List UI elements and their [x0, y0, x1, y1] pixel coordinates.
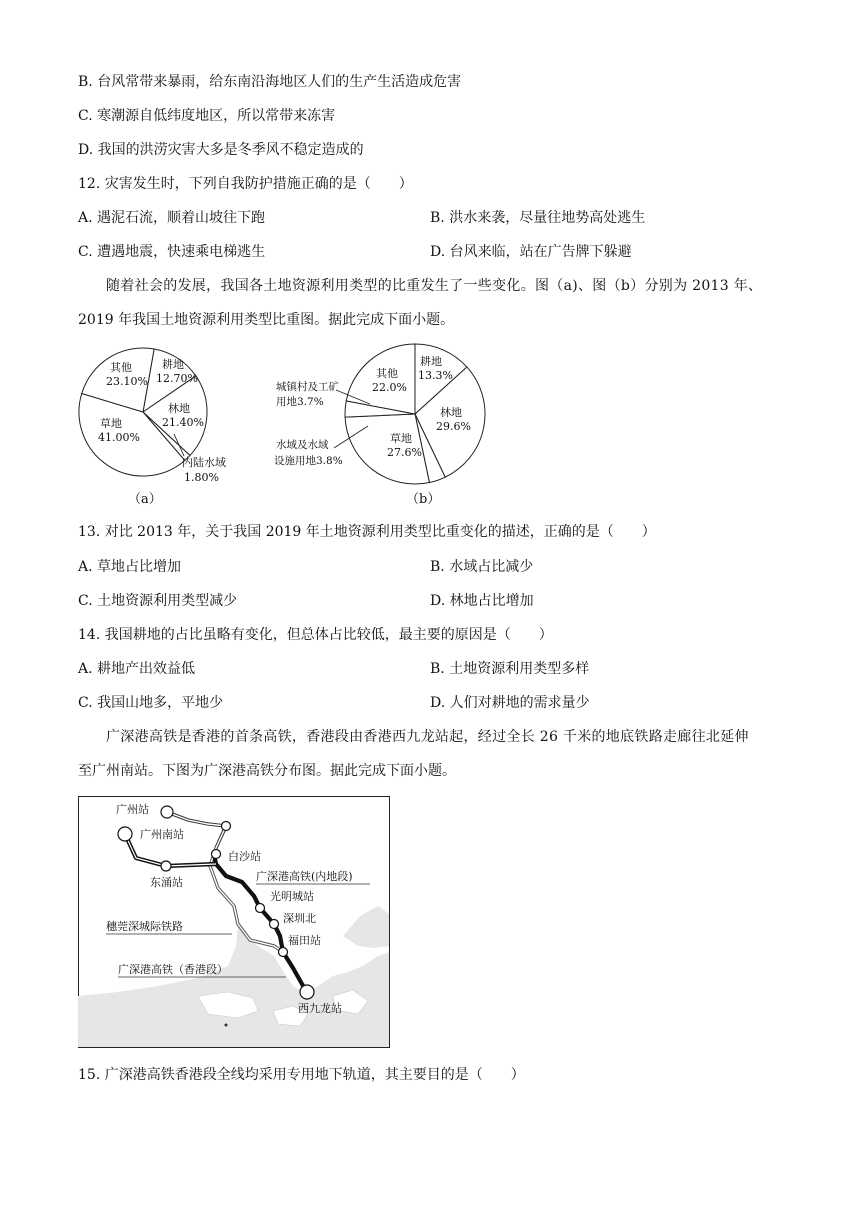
- label-west-kowloon: 西九龙站: [298, 1002, 342, 1015]
- label-futian: 福田站: [288, 934, 321, 947]
- q15-stem: 15. 广深港高铁香港段全线均采用专用地下轨道，其主要目的是（ ）: [78, 1067, 525, 1083]
- label-hk-section: 广深港高铁（香港段）: [118, 963, 228, 976]
- pie-a-value-qita: 23.10%: [106, 375, 148, 388]
- station-guangming: [256, 904, 265, 913]
- pie-a-label-caodi: 草地: [100, 417, 122, 430]
- pie-b-label-qita: 其他: [376, 367, 398, 380]
- q12-stem: 12. 灾害发生时，下列自我防护措施正确的是（ ）: [78, 176, 413, 192]
- pie-b-label-urban-2: [276, 395, 324, 408]
- pie-b-label-caodi: 草地: [390, 432, 412, 445]
- station-guangzhou-junction: [222, 822, 231, 831]
- pie-a-label-qita: 其他: [110, 361, 132, 374]
- station-dongyong: [161, 861, 171, 871]
- label-dongyong: 东涌站: [150, 876, 183, 889]
- pie-b-value-qita: 22.0%: [372, 381, 407, 394]
- pie-a-value-caodi: 41.00%: [98, 431, 140, 444]
- pie-a-value-lindi: 21.40%: [162, 416, 204, 429]
- q12-option-d: D. 台风来临，站在广告牌下躲避: [430, 244, 632, 260]
- station-shenzhen-north: [270, 920, 279, 929]
- railway-map: [78, 796, 390, 1048]
- pie-b-value-lindi: 29.6%: [436, 420, 471, 433]
- label-mainland-section: 广深港高铁(内地段): [256, 870, 353, 883]
- passage-railway: [78, 727, 784, 781]
- pie-b-label-urban-1: 城镇村及工矿: [276, 381, 339, 393]
- q11-option-c: C. 寒潮源自低纬度地区，所以常带来冻害: [78, 108, 336, 124]
- q13-option-d: D. 林地占比增加: [430, 593, 534, 609]
- passage-land-use-line2: 2019 年我国土地资源利用类型比重图。据此完成下面小题。: [78, 312, 455, 328]
- pie-chart-b: [345, 344, 485, 484]
- q14-option-d: D. 人们对耕地的需求量少: [430, 695, 590, 711]
- q13-option-a: A. 草地占比增加: [78, 559, 182, 575]
- label-baisha: 白沙站: [228, 850, 261, 863]
- pie-b-label-water-2-text: 设施用地: [274, 455, 316, 467]
- q13-stem: 13. 对比 2013 年，关于我国 2019 年土地资源利用类型比重变化的描述，正确的是（ ）: [78, 524, 656, 540]
- q12-option-b: B. 洪水来袭，尽量往地势高处逃生: [430, 210, 646, 226]
- label-shenzhen-north: 深圳北: [283, 912, 316, 925]
- pie-b-label-lindi: 林地: [440, 406, 462, 419]
- pie-a-label-water: 内陆水域: [182, 456, 226, 469]
- pie-b-value-caodi: 27.6%: [387, 446, 422, 459]
- q13-option-b: B. 水域占比减少: [430, 559, 534, 575]
- station-west-kowloon: [300, 985, 314, 999]
- q11-option-b: B. 台风常带来暴雨，给东南沿海地区人们的生产生活造成危害: [78, 74, 462, 90]
- pie-a-caption: （a）: [128, 492, 162, 507]
- pie-charts-figure: [70, 338, 500, 513]
- label-guangming: 光明城站: [270, 890, 314, 903]
- pie-b-label-gengdi: 耕地: [420, 355, 442, 368]
- pie-b-value-water: 3.8%: [316, 455, 343, 467]
- passage-land-use-line1: 随着社会的发展，我国各土地资源利用类型的比重发生了一些变化。图（a)、图（b）分别为 2013 年、: [106, 278, 763, 294]
- q14-option-a: A. 耕地产出效益低: [78, 661, 196, 677]
- pie-a-value-water: 1.80%: [184, 471, 219, 484]
- station-guangzhou-south: [118, 827, 132, 841]
- pie-b-caption: （b）: [406, 492, 441, 507]
- station-guangzhou: [161, 806, 173, 818]
- pie-a-value-gengdi: 12.70%: [156, 372, 198, 385]
- pie-b-label-water-1: 水域及水域: [276, 439, 329, 451]
- label-guangzhou-south: 广州南站: [140, 828, 184, 841]
- q12-option-a: A. 遇泥石流，顺着山坡往下跑: [78, 210, 266, 226]
- station-baisha: [212, 850, 221, 859]
- pie-b-label-water-2: [274, 454, 343, 467]
- passage-land-use: [78, 276, 784, 330]
- q12-option-c: C. 遭遇地震，快速乘电梯逃生: [78, 244, 266, 260]
- pie-b-value-gengdi: 13.3%: [418, 369, 453, 382]
- pie-b-value-urban: 3.7%: [297, 396, 324, 408]
- pie-a-label-lindi: 林地: [168, 402, 190, 415]
- station-futian: [279, 948, 288, 957]
- pie-a-label-gengdi: 耕地: [162, 358, 184, 371]
- q14-stem: 14. 我国耕地的占比虽略有变化，但总体占比较低，最主要的原因是（ ）: [78, 627, 553, 643]
- label-guangzhou: 广州站: [116, 803, 149, 816]
- passage-railway-line2: 至广州南站。下图为广深港高铁分布图。据此完成下面小题。: [78, 763, 456, 779]
- map-dot: [225, 1024, 228, 1027]
- label-intercity: 穗莞深城际铁路: [106, 920, 183, 933]
- passage-railway-line1: 广深港高铁是香港的首条高铁，香港段由香港西九龙站起，经过全长 26 千米的地底铁路走廊往北延伸: [106, 729, 749, 745]
- pie-b-label-urban-2-text: 用地: [276, 396, 297, 408]
- q14-option-b: B. 土地资源利用类型多样: [430, 661, 590, 677]
- q14-option-c: C. 我国山地多，平地少: [78, 695, 224, 711]
- q13-option-c: C. 土地资源利用类型减少: [78, 593, 238, 609]
- q11-option-d: D. 我国的洪涝灾害大多是冬季风不稳定造成的: [78, 142, 364, 158]
